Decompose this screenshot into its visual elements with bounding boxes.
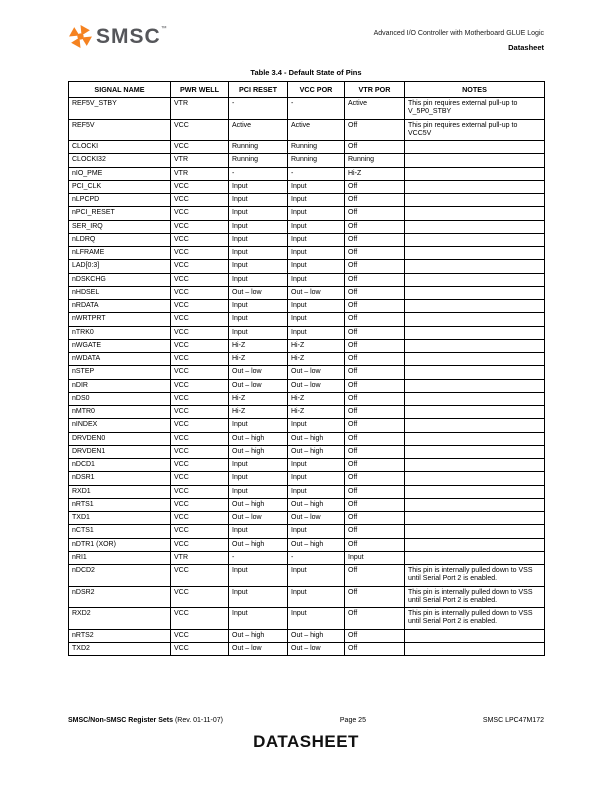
pci-reset-cell: Hi-Z	[229, 339, 288, 352]
pwr-well-cell: VCC	[171, 459, 229, 472]
vtr-por-cell: Off	[345, 379, 405, 392]
signal-name-cell: nINDEX	[69, 419, 171, 432]
notes-cell: This pin requires external pull-up to VCC5V	[405, 119, 545, 141]
signal-name-cell: nCTS1	[69, 525, 171, 538]
vtr-por-cell: Off	[345, 565, 405, 587]
notes-cell	[405, 154, 545, 167]
pci-reset-cell: Input	[229, 326, 288, 339]
signal-name-cell: nDIR	[69, 379, 171, 392]
pwr-well-cell: VCC	[171, 472, 229, 485]
vcc-por-cell: Out – low	[288, 366, 345, 379]
table-row	[69, 525, 545, 538]
vcc-por-cell: Input	[288, 608, 345, 630]
vtr-por-cell: Off	[345, 141, 405, 154]
table-row	[69, 459, 545, 472]
vtr-por-cell: Off	[345, 286, 405, 299]
pwr-well-cell: VCC	[171, 300, 229, 313]
pwr-well-cell: VCC	[171, 379, 229, 392]
notes-cell	[405, 247, 545, 260]
vtr-por-cell: Off	[345, 608, 405, 630]
vcc-por-cell: Out – high	[288, 629, 345, 642]
pci-reset-cell: Input	[229, 472, 288, 485]
vtr-por-cell: Off	[345, 406, 405, 419]
datasheet-banner: DATASHEET	[253, 732, 359, 751]
pwr-well-cell: VCC	[171, 525, 229, 538]
vtr-por-cell: Off	[345, 366, 405, 379]
smsc-logo	[68, 24, 167, 49]
notes-cell	[405, 538, 545, 551]
vtr-por-cell: Off	[345, 119, 405, 141]
vtr-por-cell: Off	[345, 472, 405, 485]
vcc-por-cell: Input	[288, 233, 345, 246]
notes-cell	[405, 459, 545, 472]
signal-name-cell: nRDATA	[69, 300, 171, 313]
signal-name-cell: nRI1	[69, 551, 171, 564]
notes-cell	[405, 339, 545, 352]
pci-reset-cell: Input	[229, 313, 288, 326]
vtr-por-cell: Off	[345, 525, 405, 538]
notes-cell	[405, 366, 545, 379]
smsc-logo-text: SMSC	[96, 25, 161, 48]
table-row	[69, 220, 545, 233]
pins-table-body	[69, 98, 545, 656]
signal-name-cell: nTRK0	[69, 326, 171, 339]
pci-reset-cell: Input	[229, 565, 288, 587]
notes-cell	[405, 220, 545, 233]
pci-reset-cell: Input	[229, 300, 288, 313]
pci-reset-cell: Out – low	[229, 366, 288, 379]
pci-reset-cell: Out – high	[229, 629, 288, 642]
pwr-well-cell: VCC	[171, 445, 229, 458]
pci-reset-cell: Input	[229, 180, 288, 193]
column-header: PWR WELL	[171, 82, 229, 98]
notes-cell	[405, 432, 545, 445]
notes-cell	[405, 353, 545, 366]
signal-name-cell: CLOCKI	[69, 141, 171, 154]
vcc-por-cell: Input	[288, 565, 345, 587]
vtr-por-cell: Off	[345, 326, 405, 339]
vtr-por-cell: Off	[345, 485, 405, 498]
vtr-por-cell: Off	[345, 260, 405, 273]
vtr-por-cell: Off	[345, 233, 405, 246]
table-row	[69, 419, 545, 432]
pwr-well-cell: VCC	[171, 326, 229, 339]
pci-reset-cell: Input	[229, 485, 288, 498]
default-state-of-pins-table	[68, 81, 545, 656]
pci-reset-cell: -	[229, 551, 288, 564]
vtr-por-cell: Off	[345, 498, 405, 511]
vtr-por-cell: Off	[345, 512, 405, 525]
pci-reset-cell: Hi-Z	[229, 353, 288, 366]
column-header: VTR POR	[345, 82, 405, 98]
vcc-por-cell: Out – high	[288, 445, 345, 458]
vcc-por-cell: Input	[288, 260, 345, 273]
notes-cell	[405, 551, 545, 564]
vcc-por-cell: Out – low	[288, 379, 345, 392]
table-row	[69, 353, 545, 366]
vtr-por-cell: Off	[345, 432, 405, 445]
vtr-por-cell: Input	[345, 551, 405, 564]
signal-name-cell: nLDRQ	[69, 233, 171, 246]
signal-name-cell: nWDATA	[69, 353, 171, 366]
vcc-por-cell: Input	[288, 485, 345, 498]
notes-cell	[405, 392, 545, 405]
notes-cell	[405, 379, 545, 392]
notes-cell	[405, 419, 545, 432]
header-right-block	[374, 24, 544, 52]
signal-name-cell: nMTR0	[69, 406, 171, 419]
pci-reset-cell: Out – low	[229, 286, 288, 299]
pwr-well-cell: VCC	[171, 432, 229, 445]
notes-cell	[405, 207, 545, 220]
pwr-well-cell: VCC	[171, 586, 229, 608]
table-row	[69, 366, 545, 379]
pwr-well-cell: VCC	[171, 260, 229, 273]
table-row	[69, 154, 545, 167]
vcc-por-cell: Running	[288, 141, 345, 154]
vtr-por-cell: Off	[345, 313, 405, 326]
signal-name-cell: nRTS1	[69, 498, 171, 511]
notes-cell	[405, 642, 545, 655]
vcc-por-cell: Input	[288, 180, 345, 193]
notes-cell	[405, 286, 545, 299]
vtr-por-cell: Off	[345, 419, 405, 432]
table-row	[69, 392, 545, 405]
vtr-por-cell: Off	[345, 353, 405, 366]
pwr-well-cell: VCC	[171, 538, 229, 551]
vcc-por-cell: -	[288, 551, 345, 564]
notes-cell	[405, 180, 545, 193]
vtr-por-cell: Off	[345, 207, 405, 220]
column-header: NOTES	[405, 82, 545, 98]
pci-reset-cell: Input	[229, 207, 288, 220]
column-header: SIGNAL NAME	[69, 82, 171, 98]
table-row	[69, 194, 545, 207]
signal-name-cell: nDS0	[69, 392, 171, 405]
pci-reset-cell: Out – low	[229, 379, 288, 392]
signal-name-cell: nRTS2	[69, 629, 171, 642]
pci-reset-cell: Input	[229, 247, 288, 260]
table-row	[69, 260, 545, 273]
pwr-well-cell: VCC	[171, 512, 229, 525]
pci-reset-cell: Out – high	[229, 445, 288, 458]
footer-doc-name: SMSC/Non-SMSC Register Sets	[68, 717, 174, 724]
vtr-por-cell: Off	[345, 339, 405, 352]
pci-reset-cell: Input	[229, 586, 288, 608]
notes-cell	[405, 629, 545, 642]
vcc-por-cell: Out – low	[288, 286, 345, 299]
vcc-por-cell: Input	[288, 313, 345, 326]
signal-name-cell: CLOCKI32	[69, 154, 171, 167]
pci-reset-cell: Input	[229, 233, 288, 246]
signal-name-cell: nDSKCHG	[69, 273, 171, 286]
vtr-por-cell: Off	[345, 220, 405, 233]
pwr-well-cell: VTR	[171, 167, 229, 180]
vcc-por-cell: Input	[288, 194, 345, 207]
notes-cell	[405, 485, 545, 498]
vtr-por-cell: Hi-Z	[345, 167, 405, 180]
signal-name-cell: nLFRAME	[69, 247, 171, 260]
vcc-por-cell: Hi-Z	[288, 353, 345, 366]
signal-name-cell: nPCI_RESET	[69, 207, 171, 220]
notes-cell	[405, 445, 545, 458]
pwr-well-cell: VCC	[171, 141, 229, 154]
pci-reset-cell: Input	[229, 194, 288, 207]
pwr-well-cell: VCC	[171, 642, 229, 655]
pci-reset-cell: Out – low	[229, 512, 288, 525]
pwr-well-cell: VTR	[171, 154, 229, 167]
trademark-symbol: ™	[160, 26, 167, 32]
signal-name-cell: nHDSEL	[69, 286, 171, 299]
pwr-well-cell: VCC	[171, 353, 229, 366]
vcc-por-cell: Running	[288, 154, 345, 167]
vcc-por-cell: Out – high	[288, 432, 345, 445]
pwr-well-cell: VCC	[171, 366, 229, 379]
pwr-well-cell: VCC	[171, 313, 229, 326]
pwr-well-cell: VTR	[171, 551, 229, 564]
pci-reset-cell: Running	[229, 154, 288, 167]
table-row	[69, 167, 545, 180]
signal-name-cell: REF5V_STBY	[69, 98, 171, 120]
table-row	[69, 339, 545, 352]
signal-name-cell: RXD1	[69, 485, 171, 498]
vcc-por-cell: Active	[288, 119, 345, 141]
pwr-well-cell: VCC	[171, 247, 229, 260]
pwr-well-cell: VCC	[171, 419, 229, 432]
vtr-por-cell: Active	[345, 98, 405, 120]
table-row	[69, 273, 545, 286]
vcc-por-cell: Input	[288, 586, 345, 608]
vtr-por-cell: Off	[345, 392, 405, 405]
column-header: VCC POR	[288, 82, 345, 98]
pci-reset-cell: Input	[229, 525, 288, 538]
table-row	[69, 180, 545, 193]
vtr-por-cell: Off	[345, 273, 405, 286]
pwr-well-cell: VCC	[171, 498, 229, 511]
vtr-por-cell: Off	[345, 586, 405, 608]
pci-reset-cell: Input	[229, 419, 288, 432]
pci-reset-cell: Hi-Z	[229, 392, 288, 405]
footer-page-number: Page 25	[339, 717, 366, 724]
table-row	[69, 207, 545, 220]
vcc-por-cell: Input	[288, 220, 345, 233]
table-row	[69, 406, 545, 419]
product-title: Advanced I/O Controller with Motherboard GLUE Logic	[373, 30, 544, 37]
vcc-por-cell: Hi-Z	[288, 406, 345, 419]
table-row	[69, 512, 545, 525]
pwr-well-cell: VCC	[171, 406, 229, 419]
table-row	[69, 286, 545, 299]
notes-cell	[405, 498, 545, 511]
table-row	[69, 247, 545, 260]
pci-reset-cell: -	[229, 167, 288, 180]
pci-reset-cell: Hi-Z	[229, 406, 288, 419]
notes-cell	[405, 273, 545, 286]
vtr-por-cell: Off	[345, 247, 405, 260]
pci-reset-cell: Input	[229, 608, 288, 630]
table-row	[69, 432, 545, 445]
notes-cell	[405, 194, 545, 207]
notes-cell	[405, 167, 545, 180]
vtr-por-cell: Off	[345, 194, 405, 207]
notes-cell	[405, 300, 545, 313]
pwr-well-cell: VTR	[171, 98, 229, 120]
pci-reset-cell: Out – high	[229, 432, 288, 445]
vcc-por-cell: Hi-Z	[288, 392, 345, 405]
signal-name-cell: nWRTPRT	[69, 313, 171, 326]
table-row	[69, 300, 545, 313]
signal-name-cell: TXD2	[69, 642, 171, 655]
notes-cell	[405, 233, 545, 246]
pwr-well-cell: VCC	[171, 392, 229, 405]
pwr-well-cell: VCC	[171, 194, 229, 207]
footer-left	[68, 717, 223, 724]
vcc-por-cell: Out – high	[288, 538, 345, 551]
notes-cell	[405, 525, 545, 538]
pci-reset-cell: Input	[229, 220, 288, 233]
pci-reset-cell: Input	[229, 459, 288, 472]
column-header: PCI RESET	[229, 82, 288, 98]
table-row	[69, 141, 545, 154]
pci-reset-cell: Running	[229, 141, 288, 154]
footer-revision: (Rev. 01-11-07)	[173, 717, 223, 724]
table-row	[69, 498, 545, 511]
signal-name-cell: RXD2	[69, 608, 171, 630]
table-row	[69, 326, 545, 339]
page-footer	[68, 717, 544, 724]
signal-name-cell: REF5V	[69, 119, 171, 141]
vtr-por-cell: Off	[345, 459, 405, 472]
notes-cell: This pin requires external pull-up to V_5P0_STBY	[405, 98, 545, 120]
vcc-por-cell: Out – low	[288, 512, 345, 525]
pwr-well-cell: VCC	[171, 565, 229, 587]
vcc-por-cell: Input	[288, 300, 345, 313]
signal-name-cell: nDTR1 (XOR)	[69, 538, 171, 551]
vtr-por-cell: Running	[345, 154, 405, 167]
signal-name-cell: nDCD1	[69, 459, 171, 472]
vcc-por-cell: -	[288, 98, 345, 120]
signal-name-cell: LAD[0:3]	[69, 260, 171, 273]
notes-cell: This pin is internally pulled down to VSS until Serial Port 2 is enabled.	[405, 586, 545, 608]
vcc-por-cell: Out – high	[288, 498, 345, 511]
pins-table-head-row	[69, 82, 545, 98]
signal-name-cell: nIO_PME	[69, 167, 171, 180]
pwr-well-cell: VCC	[171, 233, 229, 246]
table-row	[69, 233, 545, 246]
notes-cell	[405, 472, 545, 485]
smsc-logo-icon	[68, 24, 93, 49]
vcc-por-cell: Input	[288, 525, 345, 538]
pwr-well-cell: VCC	[171, 207, 229, 220]
table-row	[69, 379, 545, 392]
pwr-well-cell: VCC	[171, 119, 229, 141]
table-row	[69, 313, 545, 326]
vcc-por-cell: Input	[288, 207, 345, 220]
table-row	[69, 119, 545, 141]
table-row	[69, 608, 545, 630]
vcc-por-cell: Input	[288, 472, 345, 485]
vcc-por-cell: Input	[288, 326, 345, 339]
notes-cell: This pin is internally pulled down to VSS until Serial Port 2 is enabled.	[405, 565, 545, 587]
vcc-por-cell: Out – low	[288, 642, 345, 655]
table-row	[69, 551, 545, 564]
footer-part-number: SMSC LPC47M172	[482, 717, 544, 724]
signal-name-cell: nDSR1	[69, 472, 171, 485]
signal-name-cell: nLPCPD	[69, 194, 171, 207]
vcc-por-cell: Hi-Z	[288, 339, 345, 352]
notes-cell	[405, 326, 545, 339]
pci-reset-cell: Active	[229, 119, 288, 141]
pci-reset-cell: Out – high	[229, 538, 288, 551]
pci-reset-cell: Input	[229, 273, 288, 286]
vcc-por-cell: -	[288, 167, 345, 180]
notes-cell	[405, 141, 545, 154]
vtr-por-cell: Off	[345, 629, 405, 642]
vcc-por-cell: Input	[288, 419, 345, 432]
signal-name-cell: DRVDEN1	[69, 445, 171, 458]
signal-name-cell: nDSR2	[69, 586, 171, 608]
vtr-por-cell: Off	[345, 445, 405, 458]
signal-name-cell: nWGATE	[69, 339, 171, 352]
page-header	[68, 24, 544, 52]
vtr-por-cell: Off	[345, 538, 405, 551]
pwr-well-cell: VCC	[171, 339, 229, 352]
table-row	[69, 642, 545, 655]
signal-name-cell: nSTEP	[69, 366, 171, 379]
signal-name-cell: DRVDEN0	[69, 432, 171, 445]
table-row	[69, 485, 545, 498]
pci-reset-cell: -	[229, 98, 288, 120]
pci-reset-cell: Out – low	[229, 642, 288, 655]
vcc-por-cell: Input	[288, 247, 345, 260]
signal-name-cell: TXD1	[69, 512, 171, 525]
pwr-well-cell: VCC	[171, 608, 229, 630]
notes-cell	[405, 512, 545, 525]
table-row	[69, 565, 545, 587]
vcc-por-cell: Input	[288, 459, 345, 472]
pwr-well-cell: VCC	[171, 629, 229, 642]
pwr-well-cell: VCC	[171, 273, 229, 286]
table-row	[69, 472, 545, 485]
vtr-por-cell: Off	[345, 180, 405, 193]
table-row	[69, 445, 545, 458]
notes-cell: This pin is internally pulled down to VSS until Serial Port 2 is enabled.	[405, 608, 545, 630]
vtr-por-cell: Off	[345, 642, 405, 655]
doc-type-label: Datasheet	[508, 43, 544, 52]
pwr-well-cell: VCC	[171, 180, 229, 193]
vcc-por-cell: Input	[288, 273, 345, 286]
table-row	[69, 98, 545, 120]
signal-name-cell: nDCD2	[69, 565, 171, 587]
table-row	[69, 629, 545, 642]
pci-reset-cell: Out – high	[229, 498, 288, 511]
pwr-well-cell: VCC	[171, 485, 229, 498]
notes-cell	[405, 313, 545, 326]
pwr-well-cell: VCC	[171, 286, 229, 299]
signal-name-cell: SER_IRQ	[69, 220, 171, 233]
notes-cell	[405, 260, 545, 273]
signal-name-cell: PCI_CLK	[69, 180, 171, 193]
notes-cell	[405, 406, 545, 419]
pwr-well-cell: VCC	[171, 220, 229, 233]
table-row	[69, 538, 545, 551]
pci-reset-cell: Input	[229, 260, 288, 273]
table-title: Table 3.4 - Default State of Pins	[250, 68, 362, 77]
vtr-por-cell: Off	[345, 300, 405, 313]
table-row	[69, 586, 545, 608]
